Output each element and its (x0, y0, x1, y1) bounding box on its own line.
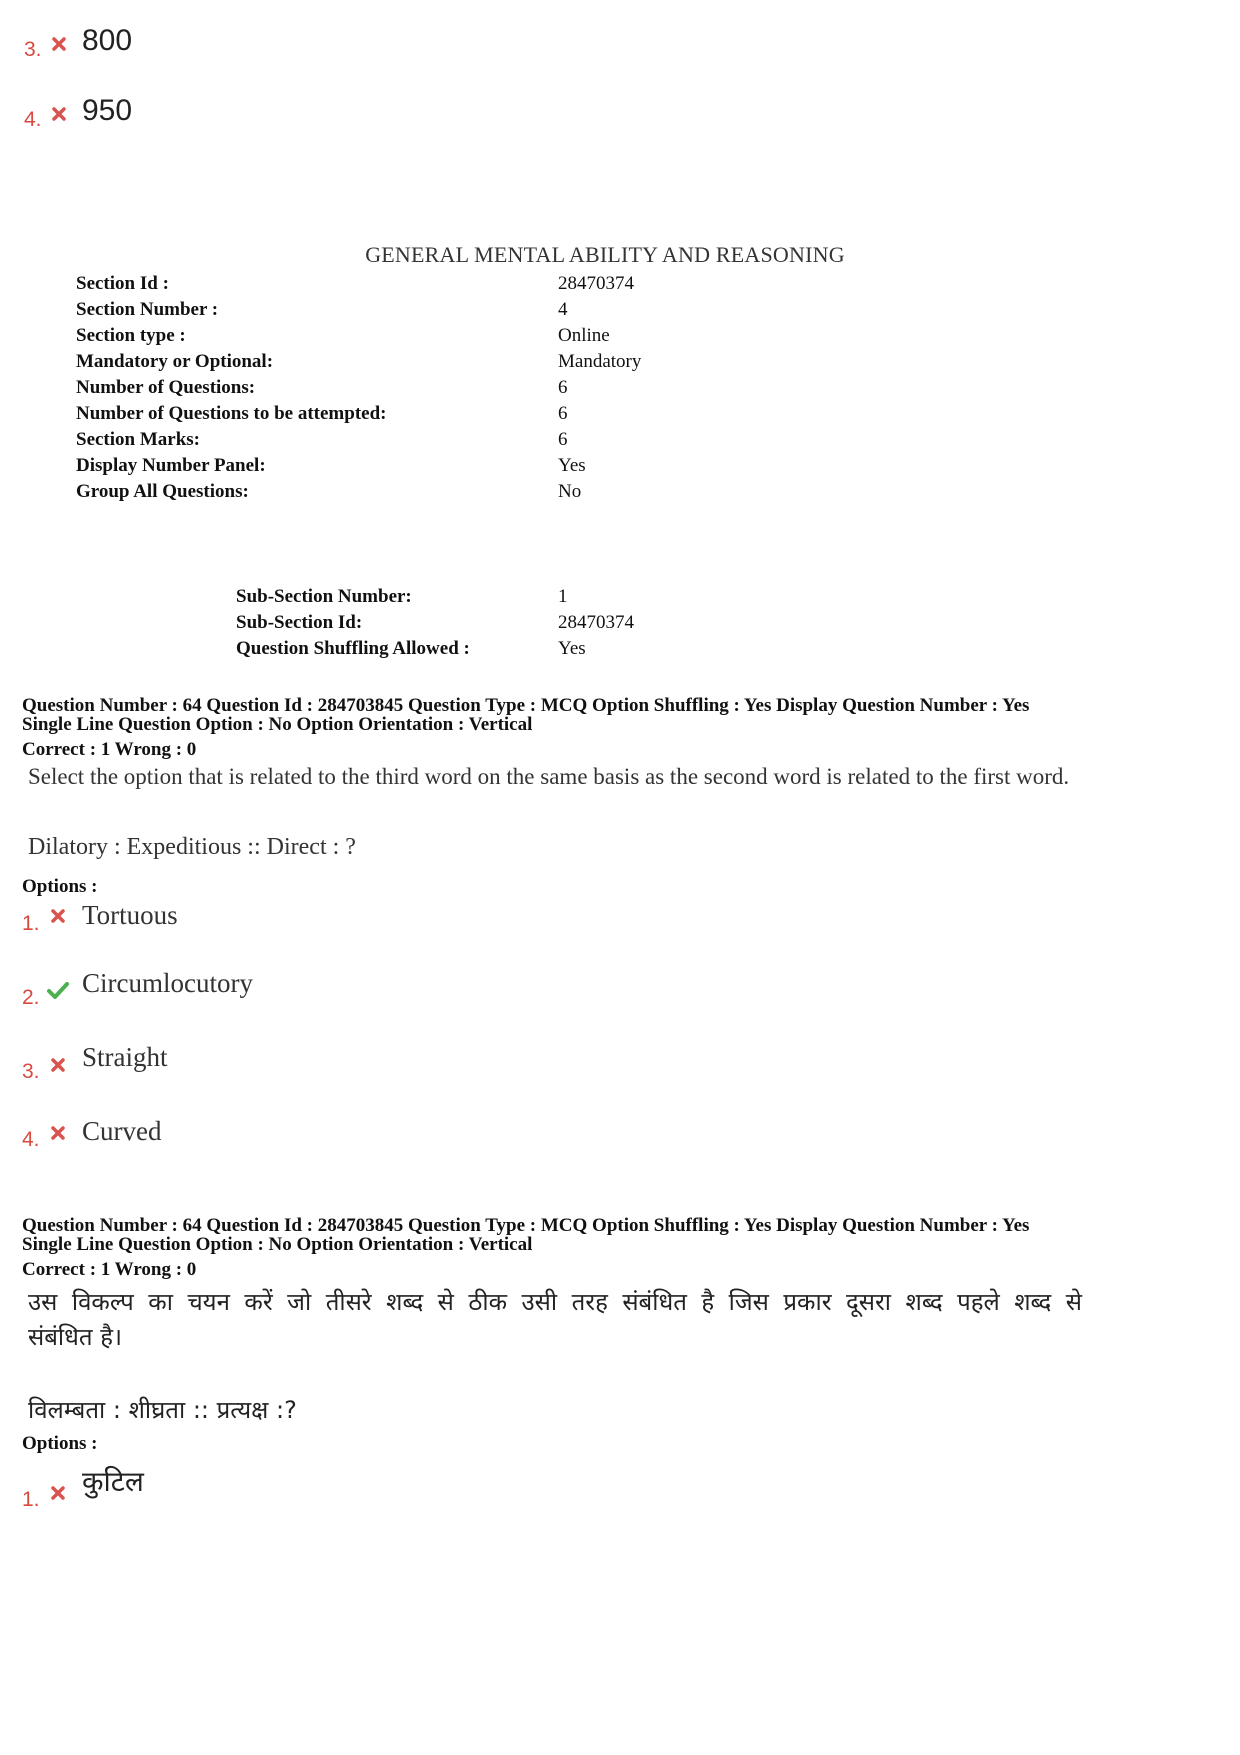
option-number: 3. (24, 38, 42, 61)
question-marks: Correct : 1 Wrong : 0 (22, 1259, 197, 1280)
section-number-value: 4 (558, 299, 568, 320)
subsection-id-label: Sub-Section Id: (236, 612, 363, 633)
cross-icon (50, 35, 68, 53)
section-info (76, 273, 642, 507)
section-id-value: 28470374 (558, 273, 634, 294)
option-text: 800 (82, 24, 133, 57)
option-text: 950 (82, 94, 133, 127)
display-panel-value: Yes (558, 455, 586, 476)
mandatory-value: Mandatory (558, 351, 642, 372)
option-number: 2. (22, 986, 40, 1009)
section-type-label: Section type : (76, 325, 186, 346)
question-header-options: Single Line Question Option : No Option Orientation : Vertical (22, 1234, 533, 1255)
section-marks-label: Section Marks: (76, 429, 201, 450)
option-text: कुटिल (82, 1465, 144, 1498)
group-questions-value: No (558, 481, 582, 502)
option-number: 4. (22, 1128, 40, 1151)
check-icon (46, 980, 70, 1002)
question-analogy: विलम्बता : शीघ्रता :: प्रत्यक्ष :? (28, 1396, 297, 1424)
option-text: Tortuous (82, 900, 178, 930)
cross-icon (49, 1056, 67, 1074)
group-questions-label: Group All Questions: (76, 481, 249, 502)
option-text: Straight (82, 1042, 168, 1072)
section-id-label: Section Id : (76, 273, 169, 294)
shuffling-value: Yes (558, 638, 586, 659)
num-attempt-value: 6 (558, 403, 568, 424)
question-text-cont: संबंधित है। (28, 1323, 123, 1351)
cross-icon (50, 105, 68, 123)
subsection-number-label: Sub-Section Number: (236, 586, 412, 607)
shuffling-label: Question Shuffling Allowed : (236, 638, 470, 659)
subsection-id-value: 28470374 (558, 612, 634, 633)
num-questions-value: 6 (558, 377, 568, 398)
option-text: Curved (82, 1116, 162, 1146)
section-title: GENERAL MENTAL ABILITY AND REASONING (365, 242, 845, 267)
display-panel-label: Display Number Panel: (76, 455, 266, 476)
num-attempt-label: Number of Questions to be attempted: (76, 403, 387, 424)
subsection-info (236, 586, 634, 664)
question-analogy: Dilatory : Expeditious :: Direct : ? (28, 834, 356, 860)
options-label: Options : (22, 1433, 98, 1454)
question-text: उस विकल्प का चयन करें जो तीसरे शब्द से ठीक उसी तरह संबंधित है जिस प्रकार दूसरा शब्द पहले शब्द से (28, 1288, 1082, 1316)
options-label: Options : (22, 876, 98, 897)
question-header: Question Number : 64 Question Id : 284703845 Question Type : MCQ Option Shuffling : Yes Display Question Number : Yes (22, 695, 1030, 716)
question-header-options: Single Line Question Option : No Option Orientation : Vertical (22, 714, 533, 735)
option-number: 4. (24, 108, 42, 131)
question-header: Question Number : 64 Question Id : 284703845 Question Type : MCQ Option Shuffling : Yes Display Question Number : Yes (22, 1215, 1030, 1236)
question-marks: Correct : 1 Wrong : 0 (22, 739, 197, 760)
option-number: 1. (22, 1488, 40, 1511)
cross-icon (49, 1124, 67, 1142)
num-questions-label: Number of Questions: (76, 377, 256, 398)
section-number-label: Section Number : (76, 299, 219, 320)
option-text: Circumlocutory (82, 968, 253, 998)
cross-icon (49, 1484, 67, 1502)
option-number: 1. (22, 912, 40, 935)
section-type-value: Online (558, 325, 610, 346)
subsection-number-value: 1 (558, 586, 568, 607)
section-marks-value: 6 (558, 429, 568, 450)
mandatory-label: Mandatory or Optional: (76, 351, 274, 372)
question-text: Select the option that is related to the third word on the same basis as the second word is related to the first word. (28, 764, 1070, 789)
cross-icon (49, 907, 67, 925)
option-number: 3. (22, 1060, 40, 1083)
